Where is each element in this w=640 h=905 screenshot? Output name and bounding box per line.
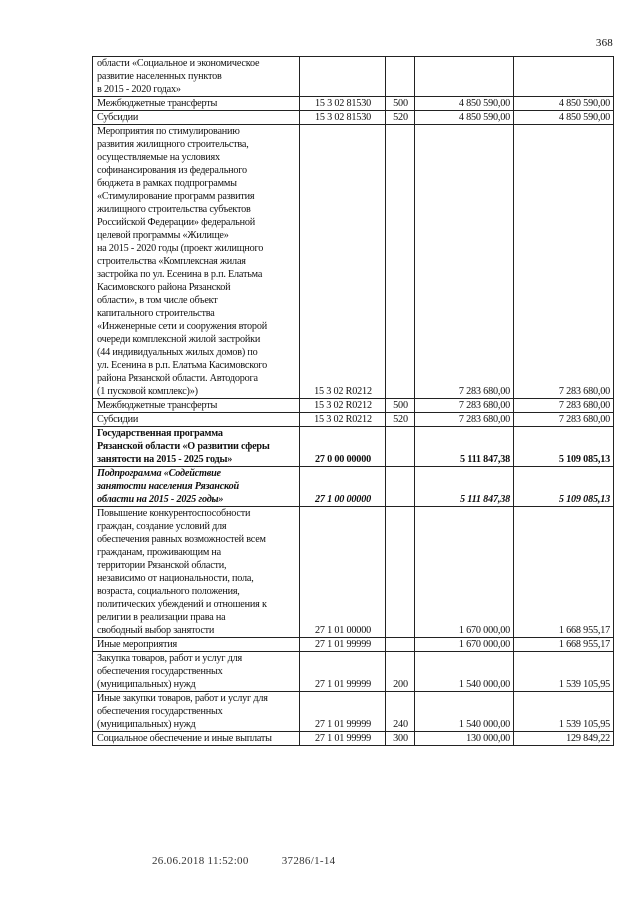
- row-amount-planned: 130 000,00: [415, 732, 514, 746]
- row-amount-actual: 5 109 085,13: [514, 467, 614, 507]
- row-amount-actual: 7 283 680,00: [514, 413, 614, 427]
- table-row: [93, 97, 614, 111]
- row-name-text: Субсидии: [97, 414, 139, 425]
- row-expense-type: 200: [386, 652, 415, 692]
- row-name-text: области «Социальное и экономическое развитие населенных пунктов в 2015 - 2020 годах»: [97, 58, 260, 95]
- row-code: 27 1 01 99999: [300, 638, 386, 652]
- row-amount-actual: 5 109 085,13: [514, 427, 614, 467]
- row-name: [93, 652, 300, 692]
- row-expense-type: 520: [386, 413, 415, 427]
- row-name: [93, 97, 300, 111]
- row-expense-type: [386, 507, 415, 638]
- row-code: [300, 57, 386, 97]
- row-expense-type: [386, 427, 415, 467]
- table-row: [93, 652, 614, 692]
- table-row: [93, 57, 614, 97]
- row-amount-planned: 7 283 680,00: [415, 399, 514, 413]
- row-expense-type: 240: [386, 692, 415, 732]
- row-name: [93, 467, 300, 507]
- row-name: [93, 507, 300, 638]
- table-row: [93, 111, 614, 125]
- row-code: 27 1 00 00000: [300, 467, 386, 507]
- footer: [152, 855, 335, 867]
- row-amount-planned: 1 670 000,00: [415, 638, 514, 652]
- row-expense-type: 520: [386, 111, 415, 125]
- row-code: 27 1 01 99999: [300, 692, 386, 732]
- row-code: 27 1 01 00000: [300, 507, 386, 638]
- table-row: [93, 507, 614, 638]
- row-name-text: Подпрограмма «Содействие занятости населения Рязанской области на 2015 - 2025 годы»: [97, 468, 239, 505]
- row-name: [93, 413, 300, 427]
- row-amount-actual: 7 283 680,00: [514, 125, 614, 399]
- row-expense-type: 500: [386, 97, 415, 111]
- footer-datetime: 26.06.2018 11:52:00: [152, 855, 249, 867]
- table-row: [93, 732, 614, 746]
- row-amount-actual: 4 850 590,00: [514, 97, 614, 111]
- row-amount-actual: 7 283 680,00: [514, 399, 614, 413]
- row-name-text: Закупка товаров, работ и услуг для обеспечения государственных (муниципальных) нужд: [97, 653, 242, 690]
- row-name-text: Мероприятия по стимулированию развития жилищного строительства, осуществляемые на условиях софинансирования из федерального бюджета в рамках подпрограммы «Стимулирование программ развития жилищного строительства субъектов Российской Федерации» федеральной целевой программы «Жилище» на 2015 - 2020 годы (проект жилищного строительства «Комплексная жилая застройка по ул. Есенина в р.п. Елатьма Касимовского района Рязанской области», в том числе объект капитального строительства «Инженерные сети и сооружения второй очереди комплексной жилой застройки (44 индивидуальных жилых домов) по ул. Есенина в р.п. Елатьма Касимовского района Рязанской области. Автодорога (1 пусковой комплекс)»): [97, 126, 268, 397]
- row-expense-type: [386, 57, 415, 97]
- table-row: [93, 125, 614, 399]
- table-row: [93, 399, 614, 413]
- budget-table: [92, 56, 614, 746]
- row-amount-planned: 5 111 847,38: [415, 427, 514, 467]
- row-amount-planned: 4 850 590,00: [415, 97, 514, 111]
- table-row: [93, 692, 614, 732]
- table-row: [93, 413, 614, 427]
- row-amount-planned: 1 540 000,00: [415, 692, 514, 732]
- row-name: [93, 427, 300, 467]
- row-code: 15 3 02 R0212: [300, 125, 386, 399]
- row-amount-planned: 4 850 590,00: [415, 111, 514, 125]
- budget-table-body: [93, 57, 614, 746]
- row-name: [93, 732, 300, 746]
- row-name: [93, 125, 300, 399]
- row-name-text: Иные закупки товаров, работ и услуг для обеспечения государственных (муниципальных) нужд: [97, 693, 268, 730]
- row-name-text: Иные мероприятия: [97, 639, 177, 650]
- row-amount-actual: 1 539 105,95: [514, 652, 614, 692]
- page-number: 368: [595, 37, 613, 49]
- row-code: 27 1 01 99999: [300, 652, 386, 692]
- row-name: [93, 692, 300, 732]
- row-code: 15 3 02 R0212: [300, 413, 386, 427]
- row-name-text: Межбюджетные трансферты: [97, 400, 218, 411]
- row-expense-type: 500: [386, 399, 415, 413]
- table-row: [93, 427, 614, 467]
- row-code: 15 3 02 81530: [300, 97, 386, 111]
- row-name-text: Государственная программа Рязанской области «О развитии сферы занятости на 2015 - 2025 годы»: [97, 428, 270, 465]
- row-expense-type: [386, 638, 415, 652]
- row-amount-planned: 5 111 847,38: [415, 467, 514, 507]
- row-name: [93, 399, 300, 413]
- row-name-text: Субсидии: [97, 112, 139, 123]
- row-amount-actual: 4 850 590,00: [514, 111, 614, 125]
- row-amount-planned: 1 670 000,00: [415, 507, 514, 638]
- row-code: 27 1 01 99999: [300, 732, 386, 746]
- row-amount-planned: 1 540 000,00: [415, 652, 514, 692]
- row-name: [93, 638, 300, 652]
- row-amount-planned: 7 283 680,00: [415, 413, 514, 427]
- row-name-text: Повышение конкурентоспособности граждан, создание условий для обеспечения равных возможностей всем гражданам, проживающим на территории Рязанской области, независимо от национальности, пола, возраста, социального положения, политических убеждений и отношения к религии в реализации права на свободный выбор занятости: [97, 508, 267, 636]
- row-amount-actual: [514, 57, 614, 97]
- row-name-text: Социальное обеспечение и иные выплаты: [97, 733, 272, 744]
- row-amount-actual: 1 668 955,17: [514, 507, 614, 638]
- row-amount-actual: 1 668 955,17: [514, 638, 614, 652]
- row-amount-planned: 7 283 680,00: [415, 125, 514, 399]
- row-code: 27 0 00 00000: [300, 427, 386, 467]
- footer-doc-id: 37286/1-14: [281, 855, 336, 867]
- row-expense-type: [386, 125, 415, 399]
- row-name: [93, 57, 300, 97]
- row-name-text: Межбюджетные трансферты: [97, 98, 218, 109]
- row-amount-actual: 1 539 105,95: [514, 692, 614, 732]
- row-expense-type: 300: [386, 732, 415, 746]
- row-amount-actual: 129 849,22: [514, 732, 614, 746]
- row-code: 15 3 02 81530: [300, 111, 386, 125]
- table-row: [93, 467, 614, 507]
- table-row: [93, 638, 614, 652]
- row-code: 15 3 02 R0212: [300, 399, 386, 413]
- row-name: [93, 111, 300, 125]
- row-expense-type: [386, 467, 415, 507]
- row-amount-planned: [415, 57, 514, 97]
